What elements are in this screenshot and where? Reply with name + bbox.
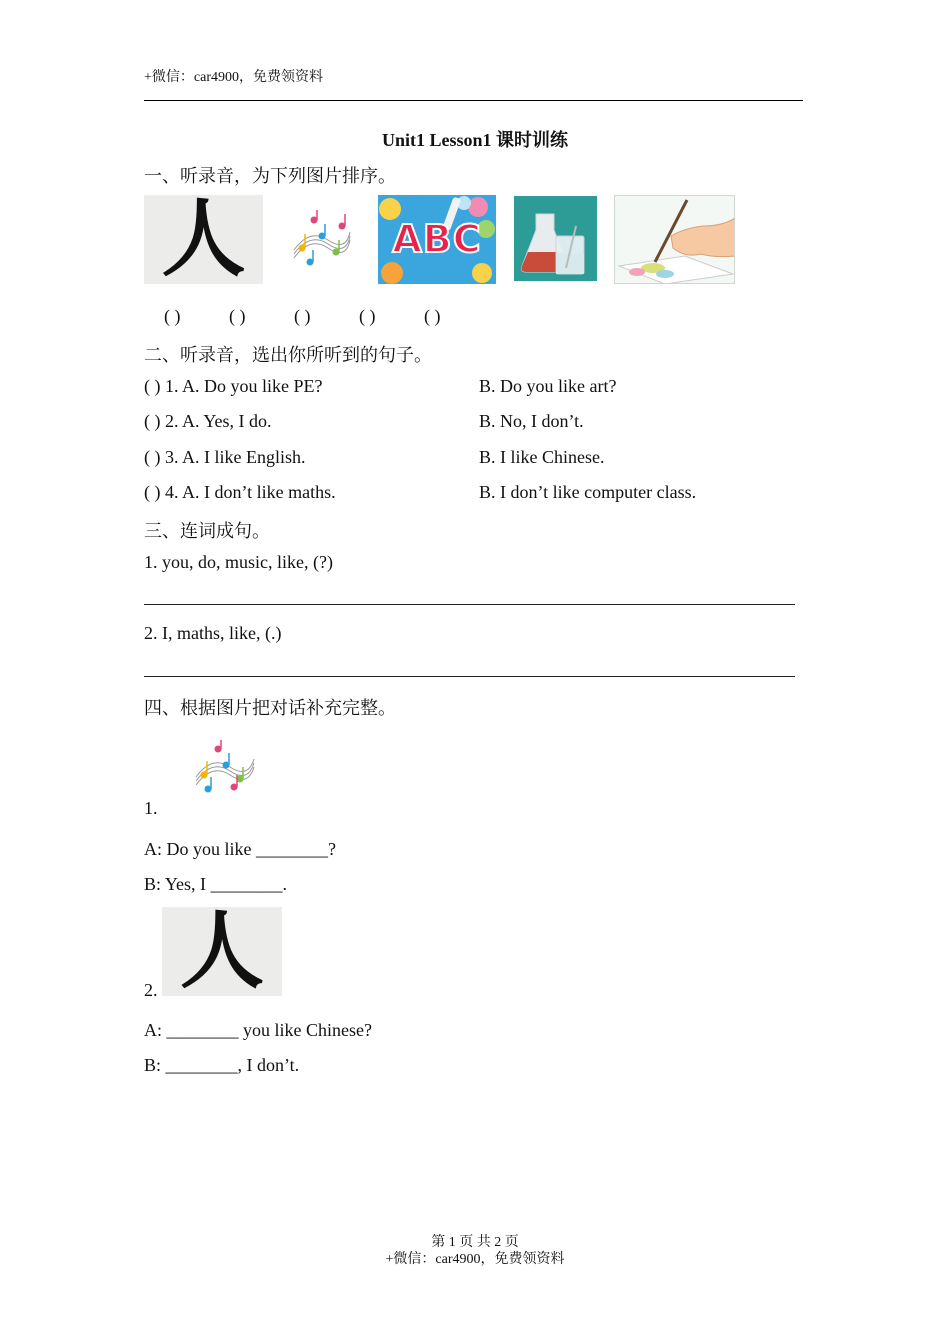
- section2-heading: 二、听录音，选出你所听到的句子。: [144, 345, 432, 365]
- order-bracket-5[interactable]: ( ): [424, 306, 441, 326]
- science-flask-icon: [514, 196, 597, 281]
- dialogue-2-chinese-image: [162, 907, 282, 996]
- question-2-option-a: ( ) 2. A. Yes, I do.: [144, 411, 272, 431]
- header-watermark: +微信：car4900，免费领资料: [144, 70, 323, 85]
- question-4-option-b: B. I don’t like computer class.: [479, 482, 697, 502]
- section4-heading: 四、根据图片把对话补充完整。: [144, 698, 396, 718]
- painting-image: [614, 195, 735, 284]
- order-bracket-4[interactable]: ( ): [359, 306, 376, 326]
- music-notes-icon: [194, 739, 256, 795]
- order-bracket-1[interactable]: ( ): [164, 306, 181, 326]
- abc-letters-image: [378, 195, 496, 284]
- word-order-question-2: 2. I, maths, like, (.): [144, 623, 282, 643]
- chinese-character-glyph: 人: [161, 195, 246, 284]
- question-1-option-b: B. Do you like art?: [479, 376, 617, 396]
- footer-watermark: +微信：car4900，免费领资料: [385, 1252, 565, 1267]
- question-3-option-a: ( ) 3. A. I like English.: [144, 447, 306, 467]
- page-number: 第 1 页 共 2 页: [431, 1235, 519, 1250]
- chinese-character-image: [144, 195, 263, 284]
- question-2-option-b: B. No, I don’t.: [479, 411, 584, 431]
- word-order-question-1: 1. you, do, music, like, (?): [144, 552, 333, 572]
- question-3-option-b: B. I like Chinese.: [479, 447, 605, 467]
- dialogue-2-number: 2.: [144, 980, 158, 1000]
- science-flask-image: [514, 196, 597, 281]
- order-bracket-3[interactable]: ( ): [294, 306, 311, 326]
- abc-text: ABC: [392, 217, 482, 261]
- dialogue-1-line-a: A: Do you like ________?: [144, 839, 336, 859]
- question-1-option-a: ( ) 1. A. Do you like PE?: [144, 376, 323, 396]
- music-notes-icon: [292, 208, 352, 270]
- question-4-option-a: ( ) 4. A. I don’t like maths.: [144, 482, 336, 502]
- dialogue-1-number: 1.: [144, 798, 158, 818]
- painting-brush-icon: [615, 196, 735, 284]
- dialogue-1-music-image: [194, 739, 256, 795]
- order-bracket-2[interactable]: ( ): [229, 306, 246, 326]
- answer-line-1[interactable]: [144, 604, 795, 605]
- header-rule: [144, 100, 803, 101]
- dialogue-2-chinese-glyph: 人: [179, 907, 264, 996]
- dialogue-2-line-b: B: ________, I don’t.: [144, 1055, 300, 1075]
- dialogue-2-line-a: A: ________ you like Chinese?: [144, 1020, 372, 1040]
- dialogue-1-line-b: B: Yes, I ________.: [144, 874, 288, 894]
- page-title: Unit1 Lesson1 课时训练: [381, 130, 569, 150]
- music-notes-image: [292, 208, 352, 270]
- answer-line-2[interactable]: [144, 676, 795, 677]
- section1-heading: 一、听录音，为下列图片排序。: [144, 166, 396, 186]
- section3-heading: 三、连词成句。: [144, 521, 270, 541]
